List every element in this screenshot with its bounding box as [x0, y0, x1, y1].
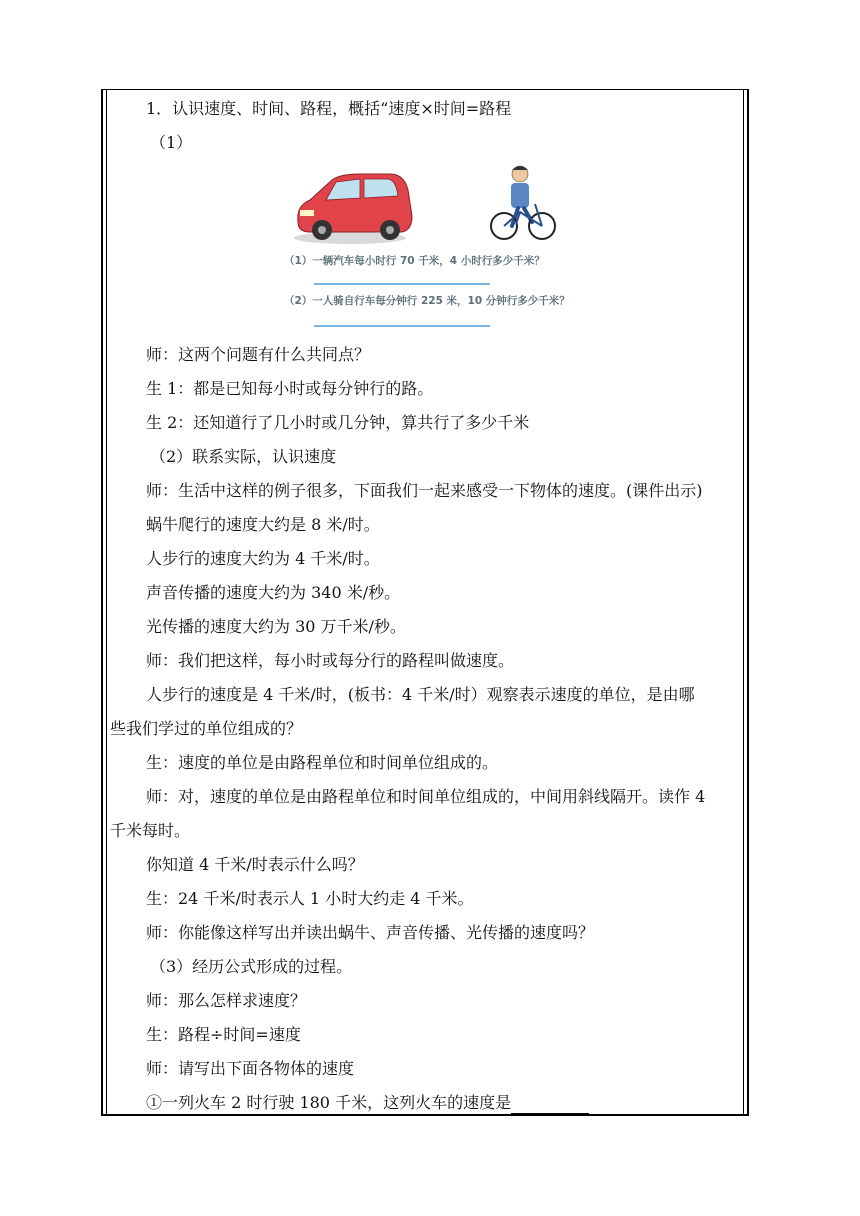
speed-definition: 师：我们把这样，每小时或每分行的路程叫做速度。 — [146, 651, 515, 670]
speed-unit-observation: 人步行的速度是 4 千米/时，(板书：4 千米/时）观察表示速度的单位，是由哪 — [146, 685, 695, 704]
teacher-formula-question: 师：那么怎样求速度？ — [146, 991, 307, 1010]
car-illustration — [294, 174, 412, 244]
teacher-unit-explanation: 师：对，速度的单位是由路程单位和时间单位组成的，中间用斜线隔开。读作 4 — [146, 787, 706, 806]
exercise-1-text: ①一列火车 2 时行驶 180 千米，这列火车的速度是 — [146, 1093, 512, 1112]
walking-speed: 人步行的速度大约为 4 千米/时。 — [146, 549, 380, 568]
student-2-answer: 生 2：还知道行了几小时或几分钟，算共行了多少千米 — [146, 413, 530, 432]
teacher-exercise-prompt: 师：请写出下面各物体的速度 — [146, 1059, 355, 1078]
light-speed: 光传播的速度大约为 30 万千米/秒。 — [146, 617, 406, 636]
exercise-1 — [146, 1092, 589, 1114]
teacher-practice-prompt: 师：你能像这样写出并读出蜗牛、声音传播、光传播的速度吗？ — [146, 923, 595, 942]
teacher-unit-explanation-cont: 千米每时。 — [110, 821, 191, 840]
student-1-answer: 生 1：都是已知每小时或每分钟行的路。 — [146, 379, 434, 398]
problem-figure — [280, 160, 620, 335]
teacher-question: 师：这两个问题有什么共同点？ — [146, 345, 371, 364]
problem-1-text: （1）一辆汽车每小时行 70 千米，4 小时行多少千米？ — [284, 255, 545, 267]
sound-speed: 声音传播的速度大约为 340 米/秒。 — [146, 583, 401, 602]
part-1-label: （1） — [150, 133, 193, 152]
answer-blank[interactable] — [511, 1097, 589, 1114]
part-3-label: （3）经历公式形成的过程。 — [150, 957, 353, 976]
part-2-label: （2）联系实际，认识速度 — [150, 447, 337, 466]
teacher-examples: 师：生活中这样的例子很多，下面我们一起来感受一下物体的速度。(课件出示) — [146, 481, 703, 500]
student-unit-answer: 生：速度的单位是由路程单位和时间单位组成的。 — [146, 753, 499, 772]
section-heading: 1．认识速度、时间、路程，概括“速度×时间=路程 — [146, 99, 512, 118]
snail-speed: 蜗牛爬行的速度大约是 8 米/时。 — [146, 515, 380, 534]
cyclist-illustration — [491, 166, 555, 239]
unit-meaning-question: 你知道 4 千米/时表示什么吗？ — [146, 855, 364, 874]
problem-2-text: （2）一人骑自行车每分钟行 225 米，10 分钟行多少千米？ — [284, 295, 570, 307]
unit-meaning-answer: 生：24 千米/时表示人 1 小时大约走 4 千米。 — [146, 889, 474, 908]
table-inner-right-border — [743, 89, 744, 1114]
table-inner-left-border — [106, 89, 107, 1114]
speed-unit-observation-cont: 些我们学过的单位组成的？ — [110, 719, 303, 738]
student-formula-answer: 生：路程÷时间=速度 — [146, 1025, 301, 1044]
